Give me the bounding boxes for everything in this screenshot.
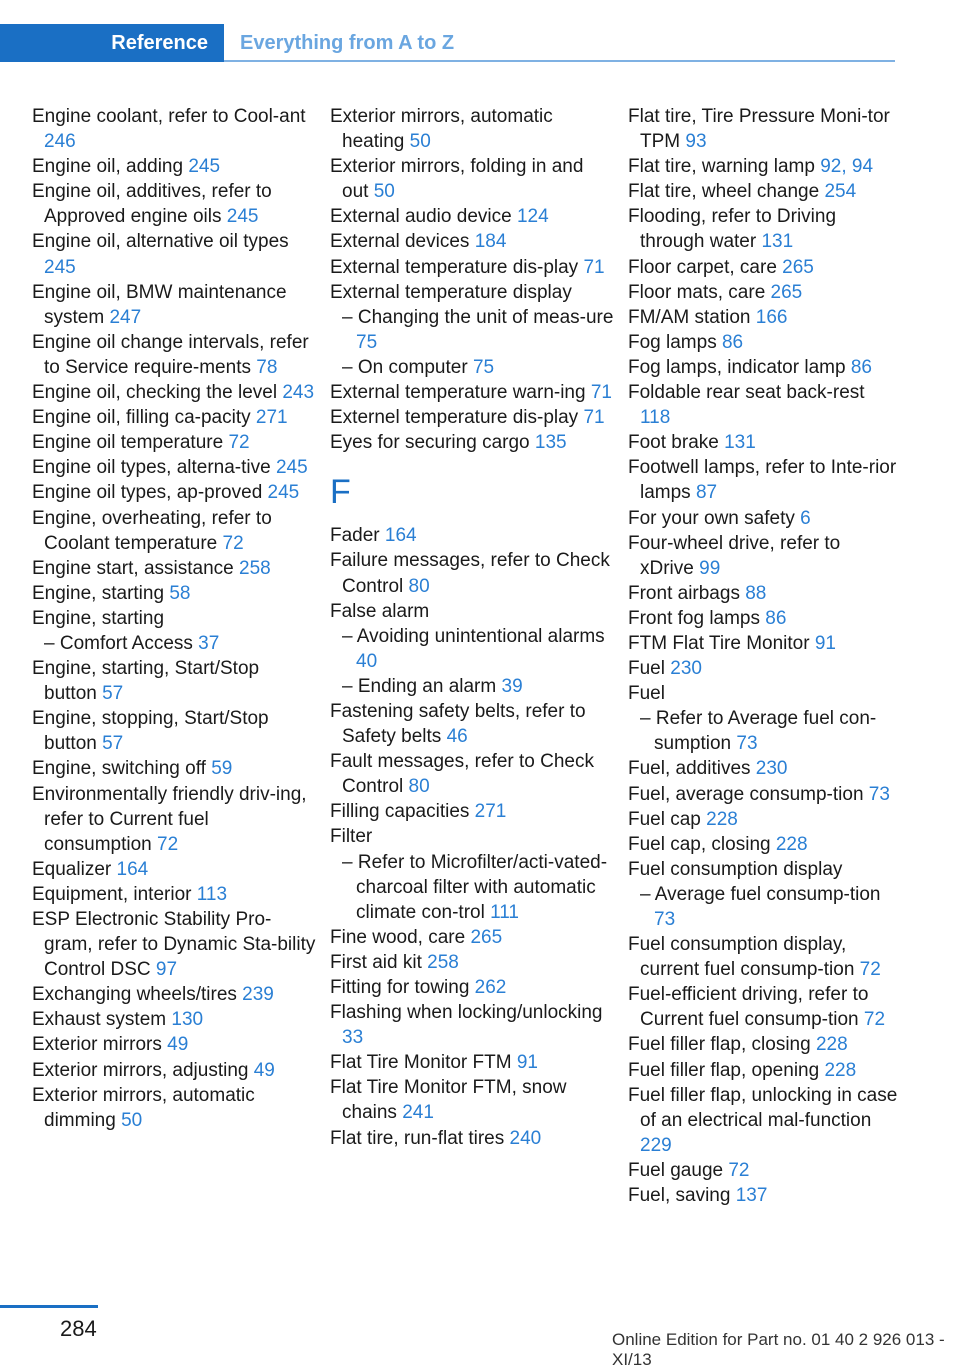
index-entry [32, 882, 317, 907]
entry-text: FM/AM station [628, 306, 756, 328]
index-entry [628, 782, 898, 807]
index-entry [330, 204, 615, 229]
index-entry [330, 548, 615, 598]
index-entry [628, 832, 898, 857]
page-reference-link[interactable]: 50 [373, 181, 395, 203]
index-entry [330, 599, 615, 624]
index-entry [330, 824, 615, 849]
page-reference-link[interactable]: 72 [222, 532, 244, 554]
entry-text: Flooding, refer to Driving through water [628, 206, 837, 253]
page-reference-link[interactable]: 118 [640, 407, 671, 429]
index-entry [32, 606, 317, 631]
entry-text: Footwell lamps, refer to Inte‐rior lamps [628, 457, 897, 504]
index-subentry [330, 305, 615, 355]
index-entry [628, 179, 898, 204]
index-entry [32, 405, 317, 430]
index-entry [32, 104, 317, 154]
index-entry [32, 982, 317, 1007]
index-entry [330, 229, 615, 254]
index-entry [330, 975, 615, 1000]
index-entry [330, 1126, 615, 1151]
page-reference-link[interactable]: 72 [228, 432, 250, 454]
page-reference-link[interactable]: 73 [654, 909, 676, 930]
entry-text: Exterior mirrors, automatic heating [330, 106, 553, 153]
page-reference-link[interactable]: 49 [253, 1059, 275, 1081]
entry-text: Floor carpet, care [628, 256, 783, 278]
page-reference-link[interactable]: 258 [427, 951, 459, 973]
page-reference-link[interactable]: 93 [685, 131, 707, 153]
page-reference-link[interactable]: 78 [256, 356, 278, 378]
entry-text: Environmentally friendly driv‐ing, refer to Current fuel consumption [32, 783, 307, 855]
entry-text: Engine oil temperature [32, 432, 229, 454]
entry-text: Engine oil change intervals, refer to Service require‐ments [32, 331, 309, 378]
page-reference-link[interactable]: 59 [211, 758, 233, 780]
index-entry [330, 799, 615, 824]
page-reference-link[interactable]: 265 [782, 256, 814, 278]
entry-text: Floor mats, care [628, 281, 771, 303]
page-reference-link[interactable]: 72 [157, 833, 179, 855]
entry-text: Engine oil, additives, refer to Approved engine oils [32, 181, 272, 228]
index-entry [628, 1183, 898, 1208]
index-column-3 [628, 104, 898, 1208]
entry-text: Fault messages, refer to Check Control [330, 751, 594, 798]
entry-text: Fuel, additives [628, 758, 756, 780]
entry-text: External temperature display [330, 281, 572, 303]
entry-text: Fuel cap [628, 808, 707, 830]
entry-text: Fuel filler flap, closing [628, 1034, 816, 1056]
index-entry [330, 699, 615, 749]
entry-text: Fog lamps, indicator lamp [628, 356, 851, 378]
page-reference-link[interactable]: 99 [699, 557, 721, 579]
page-reference-link[interactable]: 245 [267, 482, 300, 504]
entry-text: Engine oil, alternative oil types [32, 231, 289, 253]
section-tab[interactable]: Reference [0, 24, 224, 62]
page-reference-link[interactable]: 92, 94 [820, 156, 874, 178]
page-reference-link[interactable]: 265 [770, 281, 803, 303]
index-entry [628, 756, 898, 781]
index-entry [330, 1000, 615, 1050]
page-reference-link[interactable]: 228 [775, 833, 808, 855]
entry-text: Front fog lamps [628, 607, 766, 629]
entry-text: Exterior mirrors, folding in and out [330, 156, 584, 203]
index-letter-heading: F [330, 473, 351, 512]
entry-text: Engine, overheating, refer to Coolant temperature [32, 507, 272, 554]
index-entry [32, 280, 317, 330]
page-reference-link[interactable]: 229 [640, 1134, 672, 1156]
index-entry [628, 430, 898, 455]
entry-text: Exterior mirrors, automatic dimming [32, 1084, 255, 1131]
entry-text: Fuel [628, 683, 665, 705]
entry-text: Engine, stopping, Start/Stop button [32, 708, 269, 755]
page-reference-link[interactable]: 246 [44, 131, 76, 153]
entry-text: Flat tire, run-flat tires [330, 1127, 510, 1149]
page-reference-link[interactable]: 86 [765, 607, 787, 629]
index-entry [32, 430, 317, 455]
index-entry [330, 749, 615, 799]
entry-text: Flashing when locking/unlocking [330, 1002, 603, 1024]
entry-text: Engine oil, adding [32, 156, 189, 178]
entry-text: Fastening safety belts, refer to Safety belts [330, 700, 586, 748]
index-entry [32, 229, 317, 279]
entry-text: Engine start, assistance [32, 557, 239, 579]
page-reference-link[interactable]: 57 [102, 733, 124, 755]
entry-text: – Average fuel consump‐tion [640, 883, 881, 905]
page-reference-link[interactable]: 111 [490, 901, 519, 923]
page-reference-link[interactable]: 46 [446, 726, 468, 748]
index-entry [628, 104, 898, 154]
entry-text: Equipment, interior [32, 883, 197, 905]
index-entry [32, 581, 317, 606]
entry-text: Fuel, average consump‐tion [628, 783, 869, 805]
index-entry [628, 380, 898, 430]
index-entry [32, 455, 317, 480]
page-reference-link[interactable]: 86 [850, 356, 872, 378]
index-subentry [330, 850, 615, 925]
page-reference-link[interactable]: 131 [761, 231, 794, 253]
page-reference-link[interactable]: 135 [534, 432, 567, 454]
index-entry [32, 556, 317, 581]
page-reference-link[interactable]: 254 [824, 181, 857, 203]
index-entry [330, 430, 615, 455]
entry-text: – Avoiding unintentional alarms [342, 625, 605, 647]
index-entry [628, 1058, 898, 1083]
page-reference-link[interactable]: 239 [242, 984, 274, 1006]
index-entry [32, 179, 317, 229]
page-reference-link[interactable]: 49 [167, 1034, 189, 1056]
entry-text: Flat tire, warning lamp [628, 156, 821, 178]
entry-text: Foldable rear seat back‐rest [628, 382, 865, 404]
entry-text: Four-wheel drive, refer to xDrive [628, 532, 841, 579]
page-reference-link[interactable]: 50 [409, 131, 431, 153]
index-entry [330, 1075, 615, 1125]
index-entry [628, 204, 898, 254]
index-entry [32, 154, 317, 179]
entry-text: Fuel [628, 658, 671, 680]
page-reference-link[interactable]: 247 [109, 306, 142, 328]
index-entry [32, 706, 317, 756]
page-reference-link[interactable]: 258 [239, 557, 271, 579]
index-entry [32, 1032, 317, 1057]
index-entry [628, 1032, 898, 1057]
page-reference-link[interactable]: 39 [501, 675, 523, 697]
index-entry [628, 857, 898, 882]
page-reference-link[interactable]: 166 [755, 306, 788, 328]
entry-text: Fuel consumption display [628, 858, 843, 880]
entry-text: Engine, starting [32, 582, 170, 604]
entry-text: – Changing the unit of meas‐ure [342, 306, 614, 328]
page-reference-link[interactable]: 91 [516, 1052, 538, 1074]
entry-text: Engine oil types, ap‐proved [32, 482, 268, 504]
entry-text: – Refer to Microfilter/acti‐vated-charcoal filter with automatic climate con‐trol [342, 851, 608, 923]
page-reference-link[interactable]: 164 [384, 525, 417, 547]
index-entry [32, 480, 317, 505]
entry-text: External audio device [330, 206, 517, 228]
page-reference-link[interactable]: 164 [116, 858, 149, 880]
entry-text: External devices [330, 231, 475, 253]
index-entry [32, 656, 317, 706]
page-reference-link[interactable]: 240 [509, 1127, 542, 1149]
entry-text: Flat tire, Tire Pressure Moni‐tor TPM [628, 106, 890, 153]
index-column-2 [330, 104, 615, 1151]
page-reference-link[interactable]: 73 [868, 783, 890, 805]
page-reference-link[interactable]: 80 [408, 776, 430, 798]
page-reference-link[interactable]: 228 [815, 1034, 848, 1056]
index-entry [628, 330, 898, 355]
page-reference-link[interactable]: 75 [356, 331, 378, 353]
entry-text: ESP Electronic Stability Pro‐gram, refer to Dynamic Sta‐bility Control DSC [32, 909, 316, 981]
index-entry [628, 807, 898, 832]
index-subentry [628, 882, 898, 932]
index-entry [628, 681, 898, 706]
page-reference-link[interactable]: 71 [583, 256, 605, 278]
entry-text: FTM Flat Tire Monitor [628, 632, 815, 654]
page-reference-link[interactable]: 87 [695, 482, 718, 504]
page-reference-link[interactable]: 228 [824, 1059, 857, 1081]
page-number: 284 [60, 1316, 97, 1341]
entry-text: – Comfort Access [44, 632, 199, 654]
entry-text: Filter [330, 826, 373, 848]
page-reference-link[interactable]: 245 [188, 156, 221, 178]
page-reference-link[interactable]: 88 [745, 582, 767, 604]
page-reference-link[interactable]: 131 [724, 432, 756, 454]
page-reference-link[interactable]: 97 [155, 959, 178, 981]
entry-text: Engine oil, BMW maintenance system [32, 281, 287, 328]
page-reference-link[interactable]: 80 [408, 575, 430, 597]
entry-text: Fog lamps [628, 331, 722, 353]
index-entry [628, 255, 898, 280]
entry-text: Filling capacities [330, 801, 475, 823]
index-entry [330, 523, 615, 548]
index-entry [628, 581, 898, 606]
index-entry [628, 1083, 898, 1158]
page-reference-link[interactable]: 91 [814, 632, 836, 654]
index-subentry [330, 624, 615, 674]
index-entry [32, 782, 317, 857]
entry-text: For your own safety [628, 507, 801, 529]
page-reference-link[interactable]: 86 [721, 331, 744, 353]
index-entry [628, 631, 898, 656]
index-subentry [32, 631, 317, 656]
entry-text: External temperature dis‐play [330, 256, 584, 278]
index-entry [32, 756, 317, 781]
page-reference-link[interactable]: 271 [255, 407, 288, 429]
index-entry [628, 606, 898, 631]
page-reference-link[interactable]: 265 [470, 926, 503, 948]
page-reference-link[interactable]: 271 [474, 801, 507, 823]
index-entry [628, 656, 898, 681]
entry-text: Exterior mirrors [32, 1034, 168, 1056]
subsection-title: Everything from A to Z [240, 32, 455, 54]
entry-text: Externel temperature dis‐play [330, 407, 584, 429]
index-entry [628, 305, 898, 330]
entry-text: Engine oil, filling ca‐pacity [32, 407, 256, 429]
page-reference-link[interactable]: 184 [474, 231, 507, 253]
page-reference-link[interactable]: 228 [706, 808, 738, 830]
index-subentry [628, 706, 898, 756]
index-entry [330, 280, 615, 305]
index-entry [32, 330, 317, 380]
index-entry [628, 355, 898, 380]
entry-text: Flat Tire Monitor FTM, snow chains [330, 1077, 567, 1124]
index-entry [330, 405, 615, 430]
index-entry [628, 1158, 898, 1183]
entry-text: Exhaust system [32, 1009, 172, 1031]
entry-text: First aid kit [330, 951, 428, 973]
edition-note: Online Edition for Part no. 01 40 2 926 013 - XI/13 [612, 1330, 945, 1369]
page-reference-link[interactable]: 245 [226, 206, 259, 228]
page-reference-link[interactable]: 73 [736, 733, 758, 755]
entry-text: Fuel cap, closing [628, 833, 776, 855]
index-entry [628, 932, 898, 982]
entry-text: – Ending an alarm [342, 675, 502, 697]
entry-text: Exchanging wheels/tires [32, 984, 243, 1006]
index-entry [330, 255, 615, 280]
footer-rule [0, 1305, 98, 1308]
page-reference-link[interactable]: 72 [863, 1009, 886, 1031]
entry-text: Fitting for towing [330, 977, 475, 998]
entry-text: Engine oil types, alterna‐tive [32, 457, 276, 479]
index-entry [32, 1058, 317, 1083]
index-entry [330, 154, 615, 204]
entry-text: Engine, starting, Start/Stop button [32, 658, 260, 705]
page-reference-link[interactable]: 245 [44, 256, 76, 278]
page-reference-link[interactable]: 58 [169, 582, 191, 604]
entry-text: Flat Tire Monitor FTM [330, 1052, 517, 1074]
entry-text: Fader [330, 525, 385, 547]
entry-text: Fuel gauge [628, 1159, 729, 1181]
index-entry [628, 506, 898, 531]
entry-text: Flat tire, wheel change [628, 181, 825, 203]
page-reference-link[interactable]: 113 [196, 883, 228, 905]
entry-text: False alarm [330, 600, 430, 622]
entry-text: – Refer to Average fuel con‐sumption [640, 708, 877, 755]
page-reference-link[interactable]: 245 [275, 457, 308, 479]
index-entry [32, 1083, 317, 1133]
entry-text: Engine coolant, refer to Cool‐ant [32, 106, 306, 127]
page-reference-link[interactable]: 71 [583, 407, 605, 429]
index-subentry [330, 674, 615, 699]
page-reference-link[interactable]: 262 [474, 977, 507, 998]
entry-text: Engine, switching off [32, 758, 212, 780]
page-reference-link[interactable]: 230 [755, 758, 788, 780]
entry-text: Failure messages, refer to Check Control [330, 550, 610, 597]
entry-text: Engine oil, checking the level [32, 382, 283, 404]
index-entry [32, 857, 317, 882]
page-reference-link[interactable]: 72 [859, 959, 881, 981]
page-reference-link[interactable]: 230 [670, 658, 702, 680]
index-entry [330, 950, 615, 975]
entry-text: Fuel filler flap, unlocking in case of an electrical mal‐function [628, 1084, 898, 1131]
entry-text: Foot brake [628, 432, 725, 454]
entry-text: Fuel consumption display, current fuel consump‐tion [628, 934, 860, 981]
entry-text: – On computer [342, 356, 473, 378]
index-entry [330, 1050, 615, 1075]
index-entry [32, 1007, 317, 1032]
page-reference-link[interactable]: 130 [171, 1009, 204, 1031]
index-entry [330, 925, 615, 950]
page-reference-link[interactable]: 72 [728, 1159, 750, 1181]
index-entry [628, 154, 898, 179]
page-reference-link[interactable]: 75 [472, 356, 495, 378]
entry-text: Equalizer [32, 858, 117, 880]
entry-text: Fine wood, care [330, 926, 471, 948]
index-entry [330, 104, 615, 154]
page-header [0, 24, 895, 62]
page-reference-link[interactable]: 71 [590, 382, 612, 404]
index-column-1 [32, 104, 317, 1133]
entry-text: Fuel, saving [628, 1185, 736, 1207]
index-entry [628, 982, 898, 1032]
entry-text: Fuel filler flap, opening [628, 1059, 825, 1081]
page-reference-link[interactable]: 241 [402, 1102, 434, 1124]
index-entry [628, 280, 898, 305]
entry-text: External temperature warn‐ing [330, 382, 591, 404]
page-reference-link[interactable]: 6 [800, 507, 811, 529]
entry-text: Eyes for securing cargo [330, 432, 535, 454]
index-entry [32, 506, 317, 556]
index-subentry [330, 355, 615, 380]
page-reference-link[interactable]: 33 [342, 1027, 364, 1049]
page-reference-link[interactable]: 37 [198, 632, 220, 654]
index-entry [628, 455, 898, 505]
entry-text: Engine, starting [32, 607, 165, 629]
page-reference-link[interactable]: 40 [356, 650, 378, 672]
page-reference-link[interactable]: 50 [121, 1109, 143, 1131]
page-reference-link[interactable]: 57 [102, 683, 124, 705]
entry-text: Fuel-efficient driving, refer to Current fuel consump‐tion [628, 984, 869, 1031]
index-entry [628, 531, 898, 581]
header-rule [224, 60, 895, 62]
index-entry [330, 380, 615, 405]
page-reference-link[interactable]: 137 [735, 1185, 768, 1207]
index-entry [32, 380, 317, 405]
page-reference-link[interactable]: 124 [516, 206, 549, 228]
page-reference-link[interactable]: 243 [282, 382, 315, 404]
entry-text: Front airbags [628, 582, 746, 604]
entry-text: Exterior mirrors, adjusting [32, 1059, 254, 1081]
index-entry [32, 907, 317, 982]
